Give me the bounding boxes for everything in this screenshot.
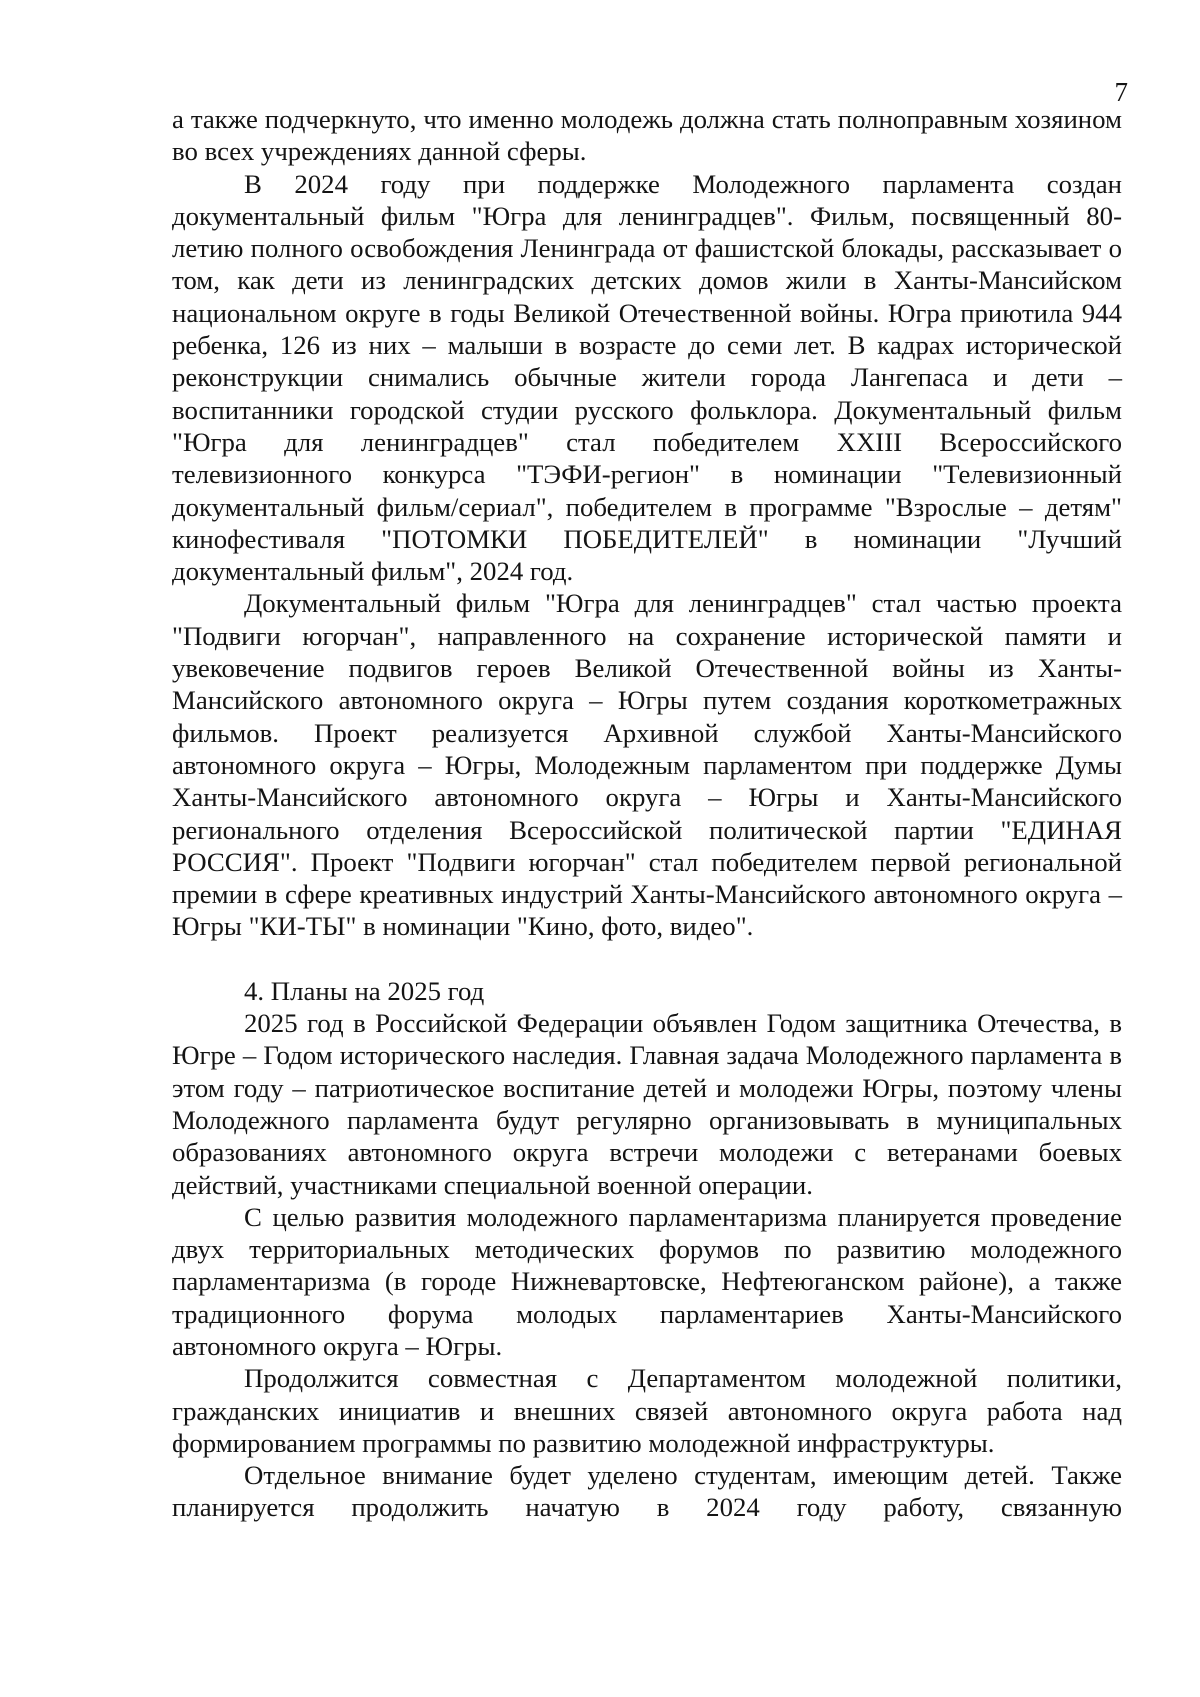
paragraph-year-2025: 2025 год в Российской Федерации объявлен Годом защитника Отечества, в Югре – Годом исторического наследия. Главная задача Молодежного парламента в этом году – патриотическое воспитание детей и молодежи Югры, поэтому члены Молодежного парламента будут регулярно организовывать в муниципальных образованиях автономного округа встречи молодежи с ветеранами боевых действий, участниками специальной военной операции. [172,1008,1122,1200]
paragraph-continuation: а также подчеркнуто, что именно молодежь должна стать полноправным хозяином во всех учреждениях данной сферы. [172,104,1122,167]
paragraph-students: Отдельное внимание будет уделено студентам, имеющим детей. Также планируется продолжить начатую в 2024 году работу, связанную [172,1460,1122,1523]
paragraph-project-podvigi: Документальный фильм "Югра для ленинградцев" стал частью проекта "Подвиги югорчан", направленного на сохранение исторической памяти и увековечение подвигов героев Великой Отечественной войны из Ханты-Мансийского автономного округа – Югры путем создания короткометражных фильмов. Проект реализуется Архивной службой Ханты-Мансийского автономного округа – Югры, Молодежным парламентом при поддержке Думы Ханты-Мансийского автономного округа – Югры и Ханты-Мансийского регионального отделения Всероссийской политической партии "ЕДИНАЯ РОССИЯ". Проект "Подвиги югорчан" стал победителем первой региональной премии в сфере креативных индустрий Ханты-Мансийского автономного округа – Югры "КИ-ТЫ" в номинации "Кино, фото, видео". [172,588,1122,942]
document-body [172,103,1122,1524]
section-spacer [172,943,1122,975]
paragraph-parliamentarism: С целью развития молодежного парламентаризма планируется проведение двух территориальных методических форумов по развитию молодежного парламентаризма (в городе Нижневартовске, Нефтеюганском районе), а также традиционного форума молодых парламентариев Ханты-Мансийского автономного округа – Югры. [172,1201,1122,1361]
paragraph-infrastructure: Продолжится совместная с Департаментом молодежной политики, гражданских инициатив и внешних связей автономного округа работа над формированием программы по развитию молодежной инфраструктуры. [172,1363,1122,1458]
page-number: 7 [1114,77,1128,107]
section-heading: 4. Планы на 2025 год [244,975,485,1006]
paragraph-film-yugra: В 2024 году при поддержке Молодежного парламента создан документальный фильм "Югра для ленинградцев". Фильм, посвященный 80-летию полного освобождения Ленинграда от фашистской блокады, рассказывает о том, как дети из ленинградских детских домов жили в Ханты-Мансийском национальном округе в годы Великой Отечественной войны. Югра приютила 944 ребенка, 126 из них – малыши в возрасте до семи лет. В кадрах исторической реконструкции снимались обычные жители города Лангепаса и дети – воспитанники городской студии русского фольклора. Документальный фильм "Югра для ленинградцев" стал победителем XXIII Всероссийского телевизионного конкурса "ТЭФИ-регион" в номинации "Телевизионный документальный фильм/сериал", победителем в программе "Взрослые – детям" кинофестиваля "ПОТОМКИ ПОБЕДИТЕЛЕЙ" в номинации "Лучший документальный фильм", 2024 год. [172,168,1122,587]
